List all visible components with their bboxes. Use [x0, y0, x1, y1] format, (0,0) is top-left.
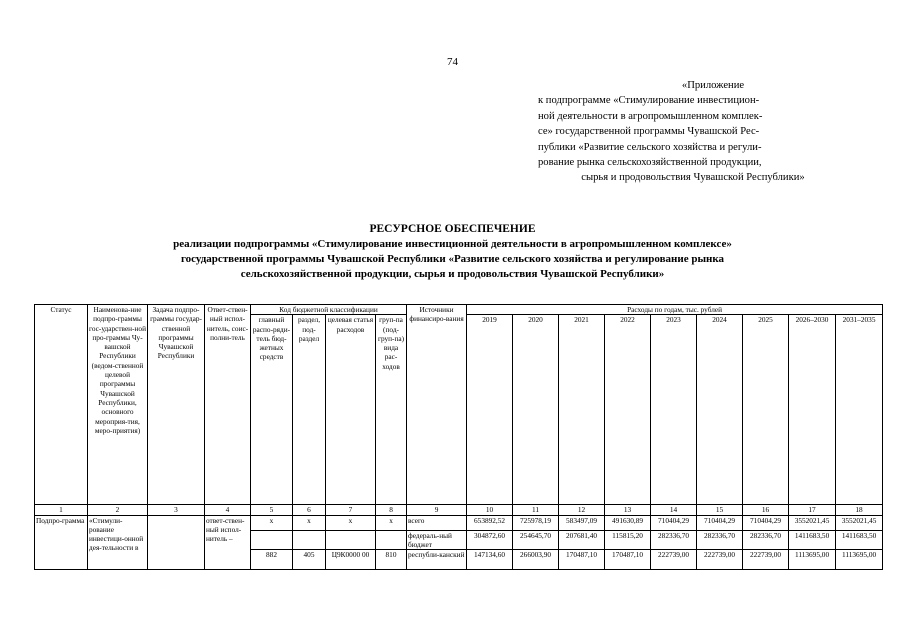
header-year: 2021: [559, 315, 605, 505]
value-cell: 1411683,50: [836, 530, 883, 550]
header-responsible: Ответ-ствен-ный испол-нитель, соис-полни-тель: [205, 305, 251, 505]
value-cell: 710404,29: [743, 515, 789, 530]
code-cell: x: [251, 515, 293, 530]
value-cell: 710404,29: [651, 515, 697, 530]
source-cell: всего: [407, 515, 467, 530]
value-cell: 170487,10: [559, 550, 605, 570]
column-number: 4: [205, 505, 251, 515]
value-cell: 1411683,50: [789, 530, 836, 550]
column-number: 15: [697, 505, 743, 515]
header-year: 2025: [743, 315, 789, 505]
header-code-type: груп-па (под-груп-па) вида рас-ходов: [376, 315, 407, 505]
header-year: 2020: [513, 315, 559, 505]
value-cell: 3552021,45: [789, 515, 836, 530]
value-cell: 282336,70: [651, 530, 697, 550]
column-number: 10: [467, 505, 513, 515]
code-cell: x: [293, 515, 326, 530]
code-cell: [251, 530, 293, 550]
value-cell: 304872,60: [467, 530, 513, 550]
value-cell: 1113695,00: [836, 550, 883, 570]
column-number: 6: [293, 505, 326, 515]
source-cell: республи-канский: [407, 550, 467, 570]
column-number: 7: [326, 505, 376, 515]
appendix-line: рование рынка сельскохозяйственной продукции,: [538, 157, 762, 169]
value-cell: 222739,00: [743, 550, 789, 570]
header-year: 2019: [467, 315, 513, 505]
appendix-line: к подпрограмме «Стимулирование инвестицион-: [538, 95, 760, 107]
column-number: 3: [148, 505, 205, 515]
value-cell: 1113695,00: [789, 550, 836, 570]
value-cell: 222739,00: [697, 550, 743, 570]
header-code-target: целевая статья расходов: [326, 315, 376, 505]
header-name: Наименова-ние подпро-граммы гос-ударствен-ной про-граммы Чу-вашской Республики (ведом-ственной целевой программы Чувашской Республики, основного мероприя-тия, меро-приятия): [88, 305, 148, 505]
appendix-note: [538, 78, 848, 186]
header-year: 2026–2030: [789, 315, 836, 505]
header-sources: Источники финансиро-вания: [407, 305, 467, 505]
value-cell: 710404,29: [697, 515, 743, 530]
column-number: 17: [789, 505, 836, 515]
code-cell: [293, 530, 326, 550]
value-cell: 222739,00: [651, 550, 697, 570]
value-cell: 3552021,45: [836, 515, 883, 530]
column-number: 2: [88, 505, 148, 515]
title-subline: сельскохозяйственной продукции, сырья и продовольствия Чувашской Республики»: [240, 268, 665, 280]
column-number: 12: [559, 505, 605, 515]
row-status: Подпро-грамма: [35, 515, 88, 570]
value-cell: 653892,52: [467, 515, 513, 530]
value-cell: 115815,20: [605, 530, 651, 550]
value-cell: 491630,89: [605, 515, 651, 530]
code-cell: x: [326, 515, 376, 530]
value-cell: 282336,70: [697, 530, 743, 550]
column-number: 9: [407, 505, 467, 515]
header-expenses: Расходы по годам, тыс. рублей: [467, 305, 883, 315]
value-cell: 207681,40: [559, 530, 605, 550]
value-cell: 725978,19: [513, 515, 559, 530]
header-code-main: главный распо-ряди-тель бюд-жетных средств: [251, 315, 293, 505]
code-cell: Ц9К0000 00: [326, 550, 376, 570]
document-title: [0, 222, 905, 282]
code-cell: 405: [293, 550, 326, 570]
header-year: 2024: [697, 315, 743, 505]
page-number: 74: [447, 56, 458, 68]
value-cell: 583497,09: [559, 515, 605, 530]
resource-table: [34, 304, 883, 570]
column-number: 14: [651, 505, 697, 515]
column-number: 16: [743, 505, 789, 515]
appendix-line: се» государственной программы Чувашской Рес-: [538, 126, 760, 138]
column-number: 1: [35, 505, 88, 515]
code-cell: 810: [376, 550, 407, 570]
header-year: 2022: [605, 315, 651, 505]
column-number-row: [35, 505, 883, 515]
table-header-row: [35, 305, 883, 315]
header-year: 2031–2035: [836, 315, 883, 505]
code-cell: x: [376, 515, 407, 530]
appendix-line: публики «Развитие сельского хозяйства и регули-: [538, 141, 762, 153]
header-task: Задача подпро-граммы государ-ственной программы Чувашской Республики: [148, 305, 205, 505]
column-number: 18: [836, 505, 883, 515]
column-number: 8: [376, 505, 407, 515]
column-number: 5: [251, 505, 293, 515]
appendix-line: сырья и продовольствия Чувашской Республики»: [581, 172, 805, 184]
table-row: [35, 515, 883, 530]
code-cell: [326, 530, 376, 550]
code-cell: 882: [251, 550, 293, 570]
appendix-line: «Приложение: [681, 80, 745, 91]
value-cell: 147134,60: [467, 550, 513, 570]
row-name: «Стимули-рование инвестици-онной дея-тельности в: [88, 515, 148, 570]
header-budget-code: Код бюджетной классификации: [251, 305, 407, 315]
title-heading: РЕСУРСНОЕ ОБЕСПЕЧЕНИЕ: [369, 223, 536, 235]
title-subline: государственной программы Чувашской Республики «Развитие сельского хозяйства и регулирование рынка: [180, 253, 725, 265]
source-cell: федераль-ный бюджет: [407, 530, 467, 550]
column-number: 11: [513, 505, 559, 515]
value-cell: 170487,10: [605, 550, 651, 570]
row-task: [148, 515, 205, 570]
row-responsible: ответ-ствен-ный испол-нитель –: [205, 515, 251, 570]
column-number: 13: [605, 505, 651, 515]
header-code-section: раздел, под-раздел: [293, 315, 326, 505]
header-status: Статус: [35, 305, 88, 505]
title-subline: реализации подпрограммы «Стимулирование инвестиционной деятельности в агропромышленном комплексе»: [173, 238, 732, 250]
code-cell: [376, 530, 407, 550]
value-cell: 282336,70: [743, 530, 789, 550]
value-cell: 254645,70: [513, 530, 559, 550]
appendix-line: ной деятельности в агропромышленном комплек-: [538, 110, 763, 122]
value-cell: 266003,90: [513, 550, 559, 570]
header-year: 2023: [651, 315, 697, 505]
